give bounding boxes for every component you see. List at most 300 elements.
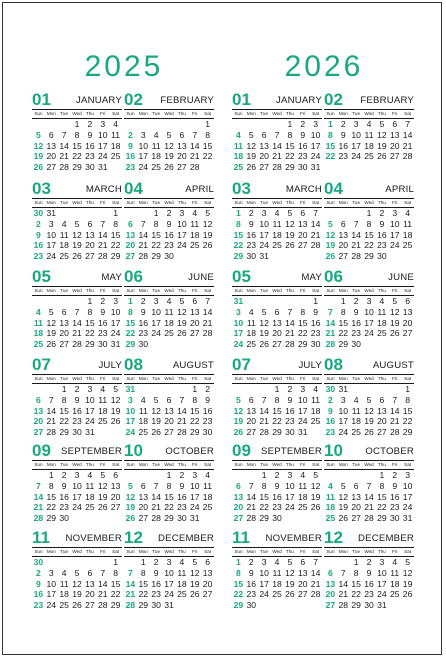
week-row bbox=[232, 162, 322, 173]
week-row bbox=[324, 513, 414, 524]
day-cell: 23 bbox=[246, 589, 257, 600]
day-cell: 15 bbox=[151, 229, 161, 240]
day-cell: 2 bbox=[87, 119, 93, 129]
day-cell: 9 bbox=[36, 578, 41, 589]
day-cell: 21 bbox=[402, 140, 413, 151]
day-cell: 13 bbox=[46, 140, 57, 151]
day-cell: 28 bbox=[138, 251, 149, 262]
day-cell: 9 bbox=[36, 229, 41, 240]
day-cell: 20 bbox=[389, 140, 400, 151]
day-cell: 19 bbox=[325, 240, 336, 251]
weekday-label: Tue bbox=[260, 200, 269, 205]
day-cell: 14 bbox=[310, 218, 321, 229]
day-cell bbox=[388, 384, 401, 395]
day-cell: 12 bbox=[325, 229, 336, 240]
month-number: 11 bbox=[232, 528, 250, 547]
day-cell bbox=[45, 119, 58, 130]
month-block-2025-05 bbox=[32, 269, 122, 365]
day-cell: 2 bbox=[36, 218, 41, 229]
day-cell bbox=[324, 470, 337, 481]
day-cell: 4 bbox=[61, 567, 67, 578]
day-cell: 12 bbox=[377, 129, 387, 140]
day-cell: 24 bbox=[97, 151, 108, 162]
day-cell: 24 bbox=[338, 427, 349, 438]
weekday-label: Wed bbox=[272, 462, 282, 467]
day-cell: 10 bbox=[177, 218, 187, 229]
day-cell: 2 bbox=[248, 208, 254, 218]
day-cell bbox=[96, 513, 109, 524]
day-cell: 4 bbox=[300, 470, 306, 480]
day-cell bbox=[388, 600, 401, 611]
weekday-header-row bbox=[232, 286, 322, 296]
weekday-label: Tue bbox=[352, 288, 361, 293]
month-name: AUGUST bbox=[172, 360, 214, 371]
weekday-label: Fri bbox=[100, 111, 106, 116]
week-row bbox=[324, 481, 414, 492]
weekday-label: Tue bbox=[60, 288, 69, 293]
day-cell: 14 bbox=[125, 578, 136, 589]
day-cell: 26 bbox=[202, 240, 213, 251]
day-cell bbox=[188, 600, 201, 611]
day-cell: 24 bbox=[46, 251, 57, 262]
day-cell: 23 bbox=[33, 600, 44, 611]
day-cell: 5 bbox=[36, 129, 41, 140]
day-cell: 13 bbox=[389, 129, 400, 140]
day-cell: 6 bbox=[87, 218, 93, 229]
month-number: 10 bbox=[324, 441, 343, 460]
day-cell bbox=[271, 119, 284, 130]
weekday-label: Tue bbox=[152, 376, 161, 381]
day-cell: 3 bbox=[166, 557, 172, 567]
day-cell: 24 bbox=[177, 240, 187, 251]
weekday-label: Sat bbox=[204, 376, 212, 381]
weekday-label: Sat bbox=[204, 462, 212, 467]
day-cell: 4 bbox=[205, 470, 210, 480]
day-cell: 4 bbox=[248, 306, 254, 317]
day-cell: 6 bbox=[248, 394, 254, 405]
day-cell: 24 bbox=[138, 162, 149, 173]
day-cell bbox=[150, 339, 163, 350]
day-cell: 7 bbox=[179, 394, 185, 405]
day-cell: 19 bbox=[338, 502, 349, 513]
day-cell: 11 bbox=[377, 306, 387, 317]
weekday-label: Wed bbox=[272, 200, 282, 205]
day-cell: 1 bbox=[366, 208, 372, 218]
day-cell: 29 bbox=[297, 339, 308, 350]
day-cell: 7 bbox=[328, 306, 333, 317]
day-cell: 17 bbox=[151, 317, 161, 328]
day-cell: 17 bbox=[259, 229, 269, 240]
weekday-label: Tue bbox=[60, 111, 69, 116]
day-cell: 19 bbox=[202, 229, 213, 240]
day-cell: 12 bbox=[233, 405, 244, 416]
day-cell: 14 bbox=[97, 229, 108, 240]
week-row bbox=[232, 579, 322, 590]
day-cell: 21 bbox=[151, 502, 161, 513]
day-cell: 2 bbox=[36, 567, 41, 578]
week-row bbox=[124, 427, 214, 438]
weekday-label: Fri bbox=[300, 376, 306, 381]
day-cell: 9 bbox=[392, 480, 398, 491]
weekday-label: Thu bbox=[377, 376, 386, 381]
month-name: NOVEMBER bbox=[265, 533, 322, 544]
weekday-label: Sat bbox=[312, 462, 320, 467]
weekday-header-row bbox=[232, 547, 322, 557]
day-cell: 8 bbox=[236, 218, 241, 229]
week-row bbox=[32, 513, 122, 524]
weekday-label: Wed bbox=[364, 462, 374, 467]
day-cell: 3 bbox=[366, 296, 372, 306]
week-row bbox=[232, 600, 322, 611]
month-name: MAY bbox=[301, 272, 322, 283]
day-cell: 13 bbox=[33, 405, 44, 416]
day-cell: 9 bbox=[300, 129, 306, 140]
day-cell: 24 bbox=[297, 416, 308, 427]
day-cell: 27 bbox=[46, 162, 57, 173]
month-header bbox=[124, 530, 214, 547]
day-cell: 7 bbox=[366, 480, 372, 491]
day-cell: 27 bbox=[177, 162, 187, 173]
day-cell: 22 bbox=[377, 502, 387, 513]
year-title-2025: 2025 bbox=[84, 50, 164, 83]
day-cell: 13 bbox=[138, 491, 149, 502]
day-cell: 21 bbox=[389, 416, 400, 427]
day-cell: 20 bbox=[377, 416, 387, 427]
day-cell: 30 bbox=[138, 339, 149, 350]
weekday-label: Mon bbox=[338, 549, 348, 554]
day-cell: 20 bbox=[233, 502, 244, 513]
day-cell: 30 bbox=[85, 162, 95, 173]
day-cell: 28 bbox=[351, 251, 361, 262]
month-name: OCTOBER bbox=[365, 446, 414, 457]
weekday-label: Tue bbox=[260, 376, 269, 381]
day-cell: 23 bbox=[351, 328, 361, 339]
day-cell: 3 bbox=[261, 208, 267, 218]
week-row bbox=[124, 119, 214, 130]
day-cell: 1 bbox=[153, 208, 159, 218]
day-cell: 28 bbox=[125, 600, 136, 611]
day-cell: 1 bbox=[87, 296, 93, 306]
day-cell: 11 bbox=[59, 229, 69, 240]
day-cell: 18 bbox=[97, 405, 108, 416]
weekday-label: Sat bbox=[404, 376, 412, 381]
weekday-label: Mon bbox=[338, 111, 348, 116]
day-cell bbox=[150, 470, 163, 481]
day-cell: 24 bbox=[285, 502, 295, 513]
weekday-label: Tue bbox=[260, 462, 269, 467]
day-cell: 19 bbox=[125, 502, 136, 513]
day-cell: 28 bbox=[151, 513, 161, 524]
week-row bbox=[324, 427, 414, 438]
day-cell bbox=[309, 251, 322, 262]
day-cell: 28 bbox=[310, 240, 321, 251]
day-cell: 14 bbox=[72, 317, 82, 328]
month-number: 09 bbox=[32, 441, 51, 460]
month-number: 06 bbox=[124, 267, 143, 286]
day-cell: 20 bbox=[138, 502, 149, 513]
day-cell bbox=[283, 296, 296, 307]
week-row bbox=[32, 339, 122, 350]
day-cell: 24 bbox=[46, 600, 57, 611]
day-cell bbox=[296, 600, 309, 611]
day-cell bbox=[401, 339, 414, 350]
weekday-label: Sat bbox=[312, 288, 320, 293]
day-cell: 5 bbox=[379, 119, 385, 129]
month-name: FEBRUARY bbox=[360, 95, 414, 106]
day-cell: 5 bbox=[287, 557, 293, 567]
day-cell: 27 bbox=[138, 513, 149, 524]
day-cell: 15 bbox=[297, 317, 308, 328]
weekday-label: Thu bbox=[285, 549, 294, 554]
weekday-label: Thu bbox=[377, 549, 386, 554]
day-cell: 7 bbox=[192, 129, 198, 140]
day-cell: 5 bbox=[328, 218, 333, 229]
month-name: APRIL bbox=[385, 184, 414, 195]
weekday-label: Sun bbox=[234, 376, 243, 381]
weekday-label: Sun bbox=[34, 200, 43, 205]
week-row bbox=[324, 384, 414, 395]
day-cell: 15 bbox=[259, 491, 269, 502]
day-cell bbox=[175, 119, 188, 130]
month-name: OCTOBER bbox=[165, 446, 214, 457]
day-cell: 27 bbox=[377, 427, 387, 438]
weekday-label: Tue bbox=[260, 549, 269, 554]
month-number: 03 bbox=[32, 179, 51, 198]
day-cell: 30 bbox=[246, 251, 257, 262]
day-cell: 7 bbox=[405, 119, 410, 129]
month-header bbox=[124, 181, 214, 198]
week-row bbox=[232, 296, 322, 307]
day-cell: 4 bbox=[392, 557, 398, 567]
day-cell: 17 bbox=[297, 405, 308, 416]
day-cell: 29 bbox=[72, 162, 82, 173]
day-cell: 11 bbox=[364, 129, 374, 140]
day-cell: 8 bbox=[300, 306, 306, 317]
weekday-label: Fri bbox=[100, 200, 106, 205]
day-cell: 31 bbox=[46, 208, 57, 218]
day-cell: 16 bbox=[297, 140, 308, 151]
weekday-label: Thu bbox=[85, 549, 94, 554]
day-cell bbox=[324, 162, 337, 173]
month-block-2026-05 bbox=[232, 269, 322, 365]
weekday-label: Sun bbox=[34, 111, 43, 116]
weekday-label: Fri bbox=[192, 549, 198, 554]
day-cell: 21 bbox=[72, 328, 82, 339]
day-cell: 7 bbox=[74, 306, 80, 317]
week-row bbox=[232, 416, 322, 427]
day-cell bbox=[363, 384, 376, 395]
day-cell: 30 bbox=[285, 427, 295, 438]
day-cell bbox=[201, 600, 214, 611]
month-block-2026-08 bbox=[324, 357, 414, 453]
day-cell: 10 bbox=[338, 405, 349, 416]
day-cell bbox=[163, 339, 176, 350]
day-cell: 9 bbox=[128, 140, 133, 151]
weekday-label: Wed bbox=[272, 288, 282, 293]
weekday-label: Wed bbox=[364, 376, 374, 381]
day-cell: 5 bbox=[340, 480, 346, 491]
weekday-label: Sun bbox=[234, 288, 243, 293]
day-cell: 23 bbox=[297, 151, 308, 162]
day-cell: 18 bbox=[177, 578, 187, 589]
weekday-label: Thu bbox=[377, 200, 386, 205]
week-row bbox=[124, 568, 214, 579]
week-row bbox=[324, 307, 414, 318]
day-cell: 3 bbox=[140, 129, 146, 140]
weekday-label: Sun bbox=[34, 288, 43, 293]
weekday-label: Sat bbox=[204, 549, 212, 554]
week-row bbox=[232, 339, 322, 350]
day-cell bbox=[175, 339, 188, 350]
weekday-header-row bbox=[32, 109, 122, 119]
day-cell: 4 bbox=[366, 119, 372, 129]
day-cell: 13 bbox=[202, 567, 213, 578]
day-cell: 3 bbox=[287, 470, 293, 480]
week-row bbox=[324, 130, 414, 141]
weekday-label: Thu bbox=[177, 200, 186, 205]
day-cell: 22 bbox=[233, 589, 244, 600]
day-cell: 18 bbox=[297, 491, 308, 502]
day-cell: 2 bbox=[74, 384, 80, 394]
day-cell bbox=[83, 513, 96, 524]
weekday-header-row bbox=[232, 460, 322, 470]
day-cell bbox=[150, 384, 163, 395]
day-cell: 27 bbox=[389, 151, 400, 162]
day-cell: 12 bbox=[177, 306, 187, 317]
day-cell: 21 bbox=[310, 578, 321, 589]
day-cell: 29 bbox=[377, 513, 387, 524]
day-cell bbox=[258, 384, 271, 395]
day-cell: 6 bbox=[61, 306, 67, 317]
day-cell: 15 bbox=[325, 140, 336, 151]
week-row bbox=[32, 240, 122, 251]
week-row bbox=[124, 219, 214, 230]
day-cell: 24 bbox=[310, 151, 321, 162]
week-row bbox=[124, 296, 214, 307]
day-cell bbox=[45, 384, 58, 395]
day-cell: 17 bbox=[125, 416, 136, 427]
day-cell: 1 bbox=[261, 470, 267, 480]
weekday-label: Sun bbox=[126, 376, 135, 381]
day-cell: 16 bbox=[97, 317, 108, 328]
day-cell: 12 bbox=[310, 480, 321, 491]
month-number: 08 bbox=[124, 355, 143, 374]
week-row bbox=[32, 151, 122, 162]
week-row bbox=[232, 328, 322, 339]
week-row bbox=[124, 406, 214, 417]
day-cell: 7 bbox=[140, 218, 146, 229]
day-cell: 2 bbox=[287, 384, 293, 394]
day-cell: 16 bbox=[59, 491, 69, 502]
day-cell: 3 bbox=[100, 119, 106, 129]
day-cell: 23 bbox=[310, 328, 321, 339]
day-cell: 24 bbox=[402, 502, 413, 513]
day-cell: 4 bbox=[236, 129, 241, 140]
day-cell: 5 bbox=[392, 296, 398, 306]
day-cell: 17 bbox=[351, 140, 361, 151]
day-cell: 13 bbox=[177, 140, 187, 151]
day-cell: 7 bbox=[36, 480, 41, 491]
weekday-label: Fri bbox=[392, 200, 398, 205]
day-cell: 16 bbox=[351, 317, 361, 328]
day-cell: 16 bbox=[85, 140, 95, 151]
month-number: 02 bbox=[124, 90, 143, 109]
day-cell: 8 bbox=[340, 306, 346, 317]
day-cell: 27 bbox=[125, 251, 136, 262]
day-cell: 6 bbox=[261, 129, 267, 140]
day-cell: 24 bbox=[110, 328, 121, 339]
weekday-label: Sun bbox=[326, 200, 335, 205]
day-cell: 11 bbox=[111, 129, 121, 140]
day-cell: 26 bbox=[325, 251, 336, 262]
day-cell: 26 bbox=[377, 151, 387, 162]
day-cell: 13 bbox=[59, 317, 69, 328]
day-cell: 31 bbox=[297, 427, 308, 438]
week-row bbox=[124, 151, 214, 162]
day-cell: 13 bbox=[297, 218, 308, 229]
day-cell: 20 bbox=[402, 317, 413, 328]
day-cell: 2 bbox=[140, 296, 146, 306]
weekday-label: Thu bbox=[285, 462, 294, 467]
day-cell: 17 bbox=[177, 229, 187, 240]
day-cell: 27 bbox=[59, 339, 69, 350]
day-cell bbox=[388, 339, 401, 350]
day-cell: 5 bbox=[100, 470, 106, 480]
day-cell: 21 bbox=[202, 317, 213, 328]
day-cell: 22 bbox=[364, 240, 374, 251]
weekday-label: Sat bbox=[312, 200, 320, 205]
day-cell: 23 bbox=[377, 240, 387, 251]
week-row bbox=[124, 328, 214, 339]
week-row bbox=[32, 208, 122, 219]
day-cell: 26 bbox=[285, 589, 295, 600]
day-cell: 27 bbox=[325, 600, 336, 611]
weekday-label: Sat bbox=[112, 376, 120, 381]
day-cell: 5 bbox=[366, 394, 372, 405]
month-number: 07 bbox=[32, 355, 51, 374]
day-cell: 7 bbox=[392, 394, 398, 405]
day-cell: 14 bbox=[338, 578, 349, 589]
day-cell: 14 bbox=[138, 229, 149, 240]
day-cell: 25 bbox=[310, 416, 321, 427]
day-cell: 29 bbox=[259, 513, 269, 524]
day-cell: 31 bbox=[189, 513, 200, 524]
day-cell: 28 bbox=[272, 162, 282, 173]
day-cell: 20 bbox=[189, 317, 200, 328]
month-header bbox=[32, 92, 122, 109]
day-cell: 22 bbox=[259, 502, 269, 513]
day-cell: 11 bbox=[390, 567, 400, 578]
weekday-label: Mon bbox=[138, 462, 148, 467]
day-cell: 30 bbox=[272, 513, 282, 524]
day-cell bbox=[350, 470, 363, 481]
day-cell: 14 bbox=[272, 140, 282, 151]
day-cell bbox=[375, 339, 388, 350]
day-cell: 16 bbox=[177, 491, 187, 502]
day-cell: 10 bbox=[164, 567, 174, 578]
day-cell: 20 bbox=[177, 151, 187, 162]
month-number: 03 bbox=[232, 179, 251, 198]
day-cell: 27 bbox=[338, 251, 349, 262]
day-cell: 1 bbox=[287, 119, 293, 129]
week-row bbox=[124, 579, 214, 590]
day-cell: 8 bbox=[287, 129, 293, 140]
week-row bbox=[232, 240, 322, 251]
day-cell: 28 bbox=[310, 589, 321, 600]
week-row bbox=[232, 513, 322, 524]
day-cell: 30 bbox=[202, 427, 213, 438]
day-cell: 8 bbox=[274, 394, 280, 405]
